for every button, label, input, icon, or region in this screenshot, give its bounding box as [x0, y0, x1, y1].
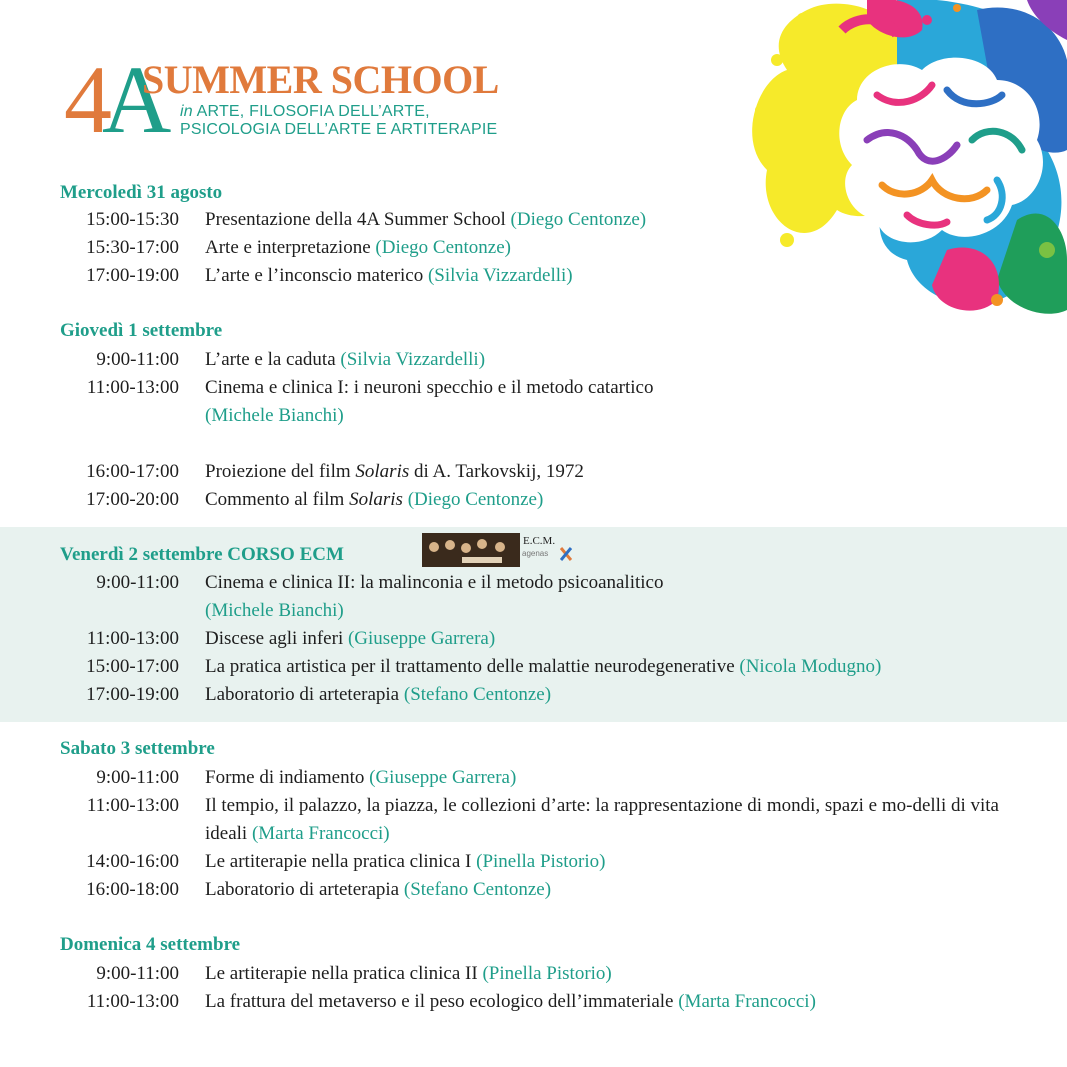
session-desc	[205, 206, 1025, 234]
ecm-badge	[422, 533, 582, 567]
day-title: Venerdì 2 settembre CORSO ECM	[60, 544, 344, 565]
session-time: 16:00-18:00	[86, 879, 179, 900]
session-time: 11:00-13:00	[86, 377, 179, 398]
session-desc	[205, 876, 1025, 904]
session-speaker: (Diego Centonze)	[375, 237, 511, 258]
session-title: Arte e interpretazione	[205, 237, 371, 258]
session-speaker: (Marta Francocci)	[251, 823, 390, 844]
session-title: Laboratorio di arteterapia	[205, 684, 400, 705]
session-title: Laboratorio di arteterapia	[205, 879, 400, 900]
session-speaker: (Diego Centonze)	[510, 209, 647, 230]
session-time: 9:00-11:00	[96, 572, 179, 593]
agenas-x-icon	[560, 547, 572, 561]
session-desc	[205, 234, 1025, 262]
session-title: L’arte e la caduta	[205, 349, 336, 370]
session-title: Le artiterapie nella pratica clinica I	[205, 851, 472, 872]
session-time: 17:00-19:00	[86, 684, 179, 705]
session-speaker: (Michele Bianchi)	[205, 405, 344, 426]
session-speaker: (Michele Bianchi)	[205, 600, 344, 621]
session-desc	[205, 653, 1025, 681]
logo-four: 4	[64, 46, 102, 153]
session-title-pre: Proiezione del film	[205, 461, 351, 482]
session-title: La frattura del metaverso e il peso ecologico dell’immateriale	[205, 991, 674, 1012]
logo-a: A	[102, 46, 162, 153]
session-title: Le artiterapie nella pratica clinica II	[205, 963, 478, 984]
session-time: 11:00-13:00	[86, 795, 179, 816]
film-title: Solaris	[349, 489, 403, 510]
session-time: 16:00-17:00	[86, 461, 179, 482]
session-desc	[205, 569, 1025, 625]
session-speaker: (Pinella Pistorio)	[482, 963, 612, 984]
session-desc	[205, 374, 1025, 430]
session-title: Cinema e clinica II: la malinconia e il metodo psicoanalitico	[205, 572, 664, 593]
logo-subtitle-line2: PSICOLOGIA DELL’ARTE E ARTITERAPIE	[180, 121, 498, 138]
session-title: Il tempio, il palazzo, la piazza, le collezioni d’arte: la rappresentazione di mondi, spazi e mo-delli di vita ideali	[205, 795, 999, 844]
session-speaker: (Pinella Pistorio)	[476, 851, 606, 872]
session-desc	[205, 486, 1025, 514]
session-desc	[205, 625, 1025, 653]
logo-subtitle-line1: ARTE, FILOSOFIA DELL’ARTE,	[196, 103, 430, 120]
day-title: Domenica 4 settembre	[60, 934, 241, 955]
session-title: Discese agli inferi	[205, 628, 344, 649]
session-time: 15:30-17:00	[86, 237, 179, 258]
logo-subtitle	[180, 103, 497, 139]
session-time: 9:00-11:00	[96, 349, 179, 370]
day-sunday	[0, 932, 1067, 1032]
session-desc	[205, 764, 1025, 792]
session-desc	[205, 960, 1025, 988]
day-friday-ecm	[0, 527, 1067, 722]
ecm-painting-thumbnail	[422, 533, 520, 567]
ecm-label: E.C.M.	[523, 535, 556, 547]
session-time: 11:00-13:00	[86, 628, 179, 649]
session-desc	[205, 458, 1025, 486]
session-speaker: (Nicola Modugno)	[739, 656, 882, 677]
day-title: Mercoledì 31 agosto	[60, 182, 223, 203]
session-speaker: (Stefano Centonze)	[403, 879, 552, 900]
session-speaker: (Diego Centonze)	[407, 489, 544, 510]
session-desc	[205, 988, 1025, 1016]
logo-subtitle-in: in	[180, 103, 193, 120]
session-title: L’arte e l’inconscio materico	[205, 265, 424, 286]
session-title: Presentazione della 4A Summer School	[205, 209, 506, 230]
agenas-logo: agenas	[522, 549, 549, 558]
session-title-post: di A. Tarkovskij, 1972	[414, 461, 584, 482]
session-speaker: (Marta Francocci)	[678, 991, 816, 1012]
session-time: 14:00-16:00	[86, 851, 179, 872]
session-desc	[205, 262, 1025, 290]
session-time: 15:00-15:30	[86, 209, 179, 230]
session-speaker: (Silvia Vizzardelli)	[427, 265, 573, 286]
session-desc	[205, 681, 1025, 709]
session-title: Cinema e clinica I: i neuroni specchio e il metodo catartico	[205, 377, 654, 398]
session-speaker: (Giuseppe Garrera)	[347, 628, 496, 649]
session-time: 9:00-11:00	[96, 963, 179, 984]
session-title: La pratica artistica per il trattamento delle malattie neurodegenerative	[205, 656, 735, 677]
session-time: 9:00-11:00	[96, 767, 179, 788]
session-desc	[205, 346, 1025, 374]
session-speaker: (Silvia Vizzardelli)	[340, 349, 486, 370]
session-desc	[205, 792, 1015, 848]
session-speaker: (Giuseppe Garrera)	[369, 767, 517, 788]
day-wednesday	[0, 178, 1067, 298]
logo-title: SUMMER SCHOOL	[142, 57, 499, 102]
session-title: Forme di indiamento	[205, 767, 365, 788]
session-time: 11:00-13:00	[86, 991, 179, 1012]
session-time: 17:00-19:00	[86, 265, 179, 286]
day-saturday	[0, 736, 1067, 916]
session-desc	[205, 848, 1025, 876]
day-thursday	[0, 318, 1067, 518]
session-time: 17:00-20:00	[86, 489, 179, 510]
session-time: 15:00-17:00	[86, 656, 179, 677]
day-title: Sabato 3 settembre	[60, 738, 215, 759]
film-title: Solaris	[355, 461, 410, 482]
session-title-pre: Commento al film	[205, 489, 345, 510]
summer-school-logo	[64, 46, 504, 153]
day-title: Giovedì 1 settembre	[60, 320, 223, 341]
session-speaker: (Stefano Centonze)	[403, 684, 552, 705]
